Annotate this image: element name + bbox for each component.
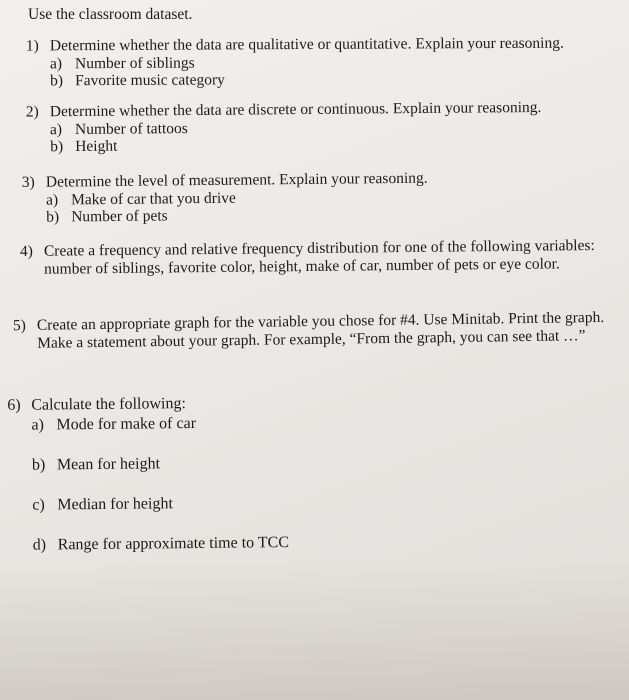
sub-text: Number of pets [71,207,168,226]
question-text: Determine the level of measurement. Explain your reasoning. [45,169,428,191]
sub-text: Mode for make of car [56,414,197,434]
sub-item [32,451,568,475]
sub-letter: b) [46,208,60,226]
question-number: 4) [19,242,33,261]
sub-item [50,70,586,90]
question-number: 2) [25,103,39,121]
question-2 [26,99,586,156]
sub-letter: a) [45,191,59,209]
question-number: 3) [21,173,35,191]
sub-text: Mean for height [56,455,161,474]
sub-letter: a) [31,416,45,434]
question-text: Create an appropriate graph for the variable you chose for #4. Use Minitab. Print the graph. Make a statement about your graph. For example, “From the graph, you can see that …” [36,308,605,352]
question-text: Determine whether the data are discrete or continuous. Explain your reasoning. [49,98,542,121]
question-number: 5) [12,317,26,335]
question-text: Determine whether the data are qualitative or quantitative. Explain your reasoning. [49,34,564,55]
question-1 [26,35,586,90]
sub-item [33,531,569,555]
sub-letter: a) [49,55,63,73]
sub-letter: b) [50,138,64,156]
question-text: Create a frequency and relative frequency distribution for one of the following variables: number of siblings, favorite color, height, make of car, number of pets or eye color. [43,236,595,278]
question-6 [7,391,569,555]
sub-text: Height [75,137,118,156]
sub-letter: b) [50,72,64,90]
intro-text: Use the classroom dataset. [28,6,193,23]
sub-text: Favorite music category [75,71,225,90]
question-number: 1) [25,37,39,55]
sub-letter: b) [31,456,46,474]
sub-text: Median for height [57,495,173,514]
sub-letter: d) [32,536,47,554]
sub-letter: c) [32,496,45,514]
sub-item [31,411,567,435]
question-4 [20,237,595,279]
page-shadow [0,560,629,700]
sub-letter: a) [49,121,63,139]
sub-text: Make of car that you drive [70,189,236,209]
question-text: Calculate the following: [31,395,186,414]
sub-text: Range for approximate time to TCC [57,533,290,554]
sub-text: Number of siblings [74,54,195,73]
question-5 [13,309,613,353]
question-number: 6) [7,396,21,414]
question-3 [22,168,583,226]
sub-item [32,491,568,515]
sub-text: Number of tattoos [74,120,188,139]
